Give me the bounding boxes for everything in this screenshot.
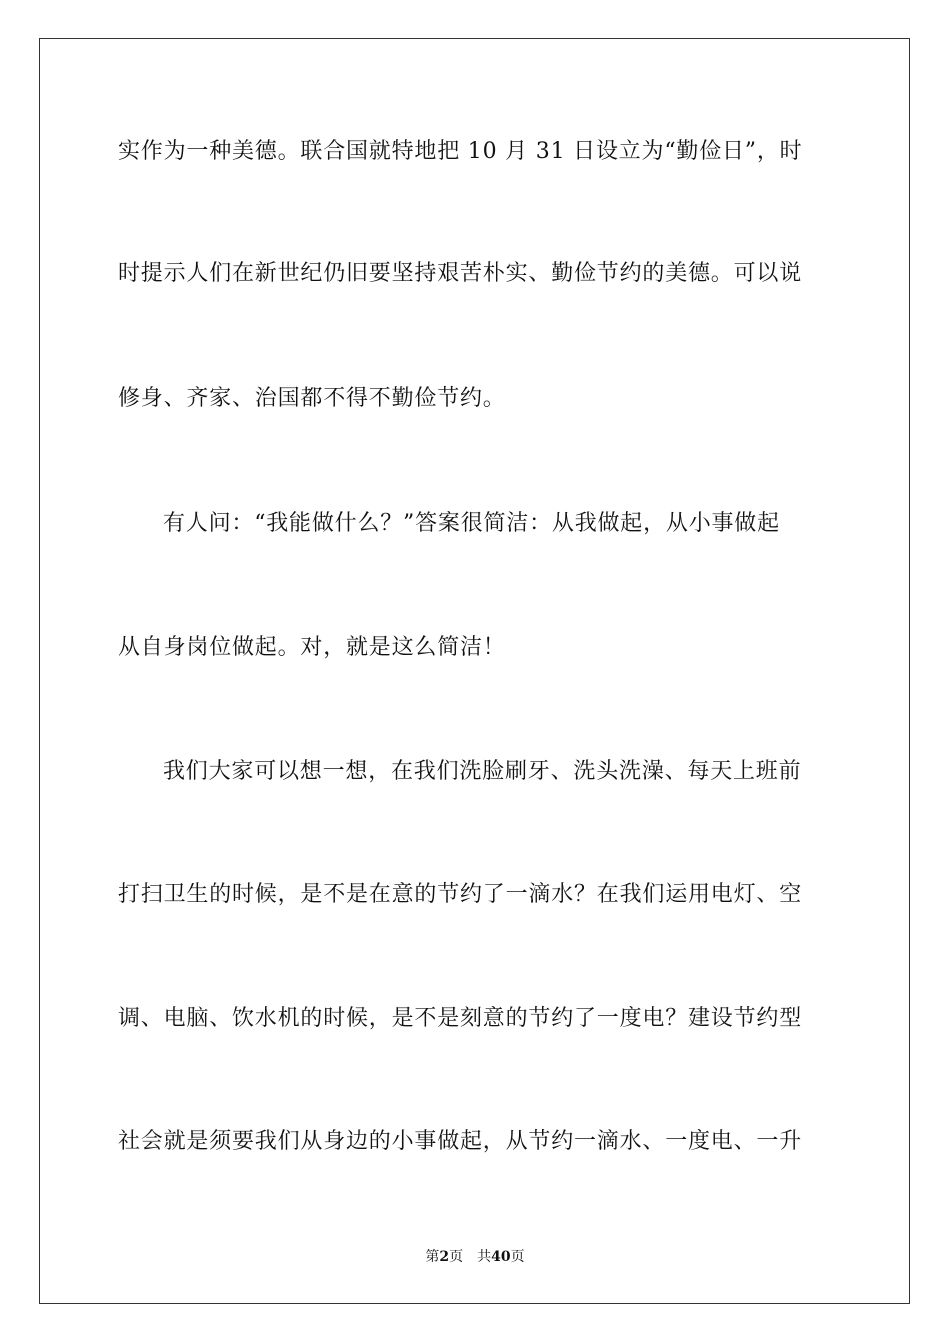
- text-line: 调、电脑、饮水机的时候，是不是刻意的节约了一度电？建设节约型: [118, 1006, 803, 1031]
- paragraph-first-line: 有人问：“我能做什么？”答案很简洁：从我做起，从小事做起: [163, 511, 780, 536]
- page-suffix: 页: [449, 1249, 464, 1265]
- text-line: 时提示人们在新世纪仍旧要坚持艰苦朴实、勤俭节约的美德。可以说: [118, 261, 803, 286]
- text-line: 从自身岗位做起。对，就是这么简洁！: [118, 635, 506, 660]
- text-line: 社会就是须要我们从身边的小事做起，从节约一滴水、一度电、一升: [118, 1129, 803, 1154]
- text-line: 打扫卫生的时候，是不是在意的节约了一滴水？在我们运用电灯、空: [118, 882, 803, 907]
- text-line: 修身、齐家、治国都不得不勤俭节约。: [118, 386, 506, 411]
- total-prefix: 共: [477, 1249, 492, 1265]
- page-border: [39, 38, 910, 1304]
- page-prefix: 第: [425, 1249, 440, 1265]
- page-number: 2: [439, 1249, 450, 1265]
- text-line: 实作为一种美德。联合国就特地把 10 月 31 日设立为“勤俭日”，时: [118, 139, 803, 164]
- total-pages: 40: [491, 1249, 511, 1265]
- page-footer: [0, 1248, 950, 1266]
- paragraph-first-line: 我们大家可以想一想，在我们洗脸刷牙、洗头洗澡、每天上班前: [163, 759, 802, 784]
- total-suffix: 页: [510, 1249, 525, 1265]
